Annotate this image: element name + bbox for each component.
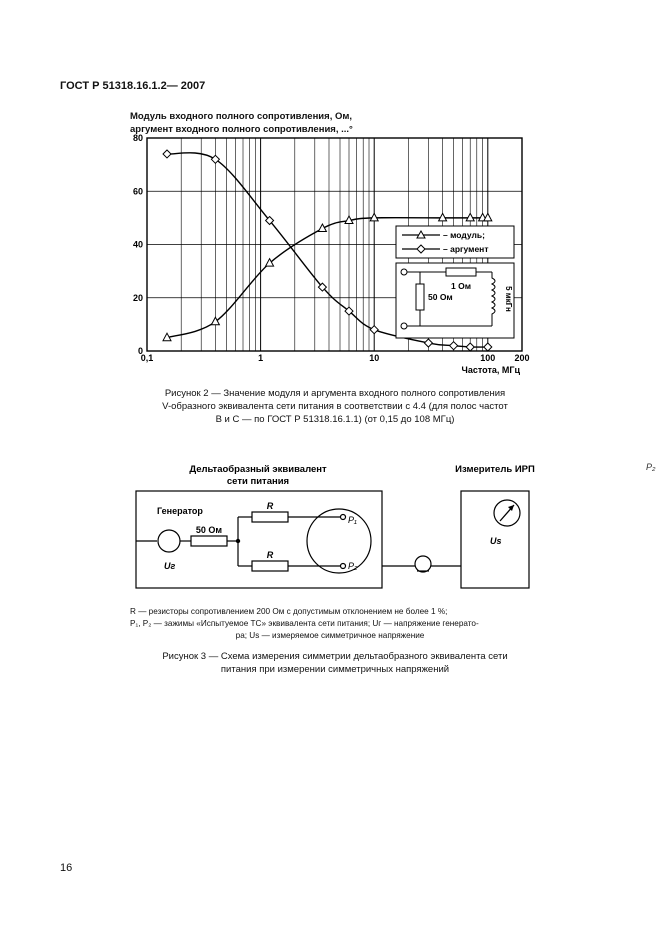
- legend-line: R — резисторы сопротивлением 200 Ом с допустимым отклонением не более 1 %;: [130, 607, 448, 616]
- y-tick-label: 40: [132, 239, 143, 250]
- data-point-аргумент: [484, 343, 492, 351]
- caption-line: V-образного эквивалента сети питания в соответствии с 4.4 (для полос частот: [162, 401, 508, 412]
- delta-title-line2: сети питания: [226, 476, 290, 487]
- y-tick-label: 20: [132, 292, 143, 303]
- data-point-аргумент: [370, 326, 378, 334]
- y-tick-labels: [133, 133, 143, 356]
- legend-label-argument: – аргумент: [443, 244, 489, 254]
- inset-l-label: 5 мкГн: [504, 286, 513, 312]
- caption-line: питания при измерении симметричных напряжений: [220, 664, 450, 675]
- resistor-r-top: [252, 512, 288, 522]
- x-tick-label: 10: [369, 353, 380, 363]
- res-r-bottom-label: R: [266, 550, 274, 560]
- data-point-модуль: [439, 213, 447, 221]
- p2-label: P₂: [348, 561, 358, 571]
- page-number: 16: [60, 862, 73, 874]
- meter-title: Измеритель ИРП: [455, 464, 535, 475]
- legend-line: P₁, P₂ — зажимы «Испытуемое ТС» эквивалента сети питания; Uг — напряжение генерато-: [130, 619, 479, 628]
- inset-r1-label: 1 Ом: [451, 281, 471, 291]
- document-header: ГОСТ Р 51318.16.1.2— 2007: [60, 80, 206, 92]
- y-tick-label: 0: [137, 346, 143, 356]
- p1-label: P₁: [348, 515, 357, 525]
- device-under-test-circle: [307, 509, 371, 573]
- us-label: Us: [490, 536, 502, 546]
- x-tick-label: 100: [480, 353, 496, 363]
- caption-line: Рисунок 3 — Схема измерения симметрии дельтаобразного эквивалента сети: [162, 651, 508, 662]
- resistor-50-ohm: [416, 284, 424, 310]
- generator-label: Генератор: [157, 506, 203, 516]
- generator-symbol: [158, 530, 180, 552]
- coax-connector: [415, 556, 431, 572]
- x-tick-labels: [141, 353, 530, 363]
- data-point-аргумент: [424, 339, 432, 347]
- terminal-bottom: [401, 323, 407, 329]
- y-tick-label: 80: [132, 133, 143, 143]
- inset-r2-label: 50 Ом: [428, 292, 453, 302]
- figure2-caption: [150, 387, 520, 426]
- terminal-p2: [341, 564, 346, 569]
- figure3-legend: [130, 606, 530, 642]
- chart-y-label-line: аргумент входного полного сопротивления, ...°: [130, 124, 353, 135]
- x-tick-label: 0,1: [140, 353, 154, 363]
- caption-line: B и C — по ГОСТ Р 51318.16.1.1) (от 0,15 до 108 МГц): [215, 414, 455, 425]
- data-point-модуль: [266, 259, 274, 267]
- margin-note: P₂: [646, 462, 656, 472]
- chart-y-label-line: Модуль входного полного сопротивления, Ом,: [130, 111, 353, 122]
- data-point-модуль: [466, 213, 474, 221]
- y-tick-label: 60: [132, 186, 143, 197]
- res-r-top-label: R: [266, 501, 274, 511]
- res-50-label: 50 Ом: [195, 525, 223, 535]
- caption-line: Рисунок 2 — Значение модуля и аргумента входного полного сопротивления: [164, 388, 506, 399]
- data-point-модуль: [211, 317, 219, 325]
- data-point-аргумент: [450, 342, 458, 350]
- legend-line: ра; Us — измеряемое симметричное напряжение: [235, 631, 425, 640]
- impedance-chart: [0, 0, 661, 400]
- chart-legend: [396, 226, 514, 258]
- measurement-scheme: [0, 450, 661, 600]
- x-tick-label: 1: [258, 353, 264, 363]
- x-tick-label: 200: [514, 353, 530, 363]
- resistor-r-bottom: [252, 561, 288, 571]
- terminal-top: [401, 269, 407, 275]
- terminal-p1: [341, 515, 346, 520]
- delta-title-line1: Дельтаобразный эквивалент: [189, 464, 327, 475]
- inset-circuit: [396, 263, 514, 338]
- chart-x-label: Частота, МГц: [461, 365, 520, 375]
- resistor-50-ohm-scheme: [191, 536, 227, 546]
- resistor-1-ohm: [446, 268, 476, 276]
- legend-label-modul: – модуль;: [443, 230, 485, 240]
- data-point-аргумент: [466, 343, 474, 351]
- figure3-caption: [140, 650, 530, 676]
- ug-label: Uг: [164, 561, 176, 571]
- data-point-аргумент: [163, 150, 171, 158]
